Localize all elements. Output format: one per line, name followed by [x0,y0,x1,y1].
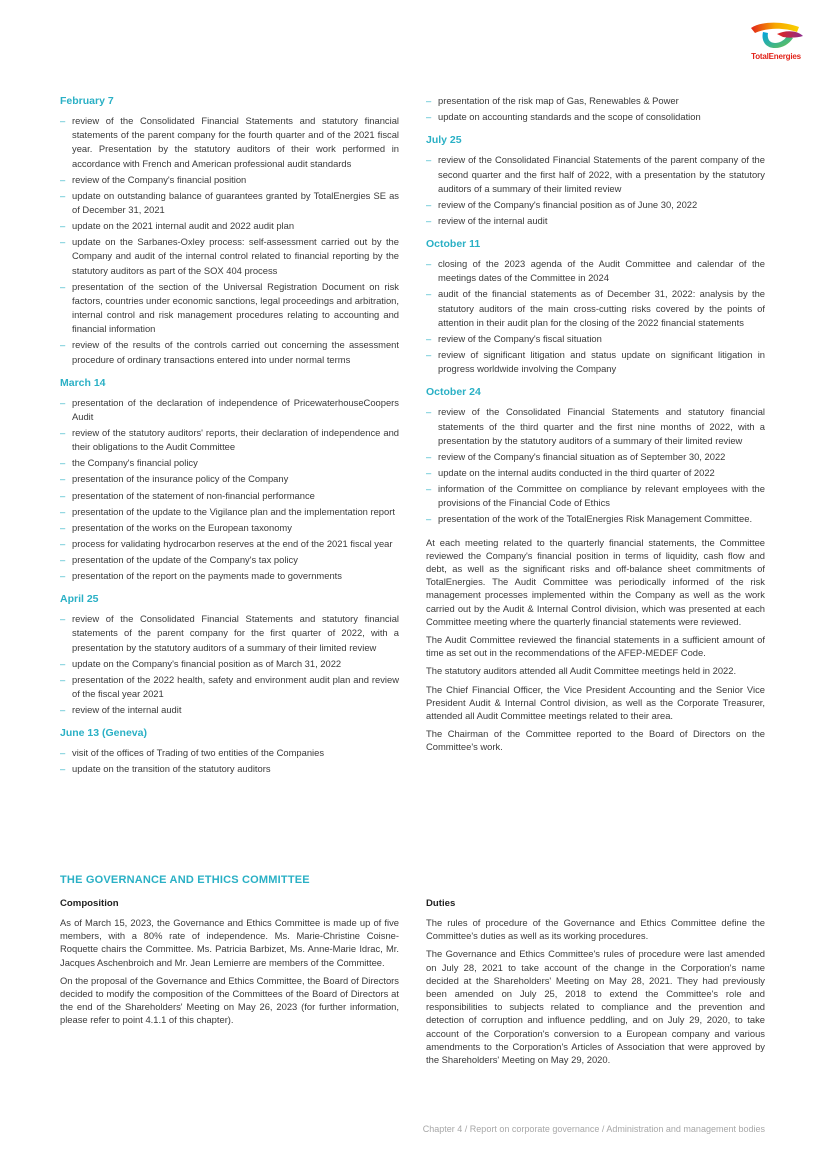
paragraph: On the proposal of the Governance and Ethics Committee, the Board of Directors decided to modify the composition of the Committees of the Board of Directors at the end of the Shareholders' Meeting on May 26, 2023 (for further information, please refer to point 4.1.1 of this chapter). [60,974,399,1026]
agenda-list [426,405,765,526]
list-item: – update on the Company's financial position as of March 31, 2022 [60,657,399,671]
meeting-date: October 24 [426,386,481,399]
paragraph: The Chairman of the Committee reported to the Board of Directors on the Committee's work. [426,728,765,753]
list-item: – review of the Company's financial position [60,173,399,187]
list-item: – presentation of the declaration of independence of PricewaterhouseCoopers Audit [60,396,399,424]
paragraph: At each meeting related to the quarterly financial statements, the Committee reviewed the Company's financial position in terms of liquidity, cash flow and debt, as well as the significant risks and off-balance sheet commitments of TotalEnergies. The Audit Committee was periodically informed of the risk management processes implemented within the Company as well as the work carried out by the Audit & Internal Control division, which was presented at each Committee meeting where the quarterly financial statements were reviewed. [426,536,765,627]
list-item: – review of the internal audit [60,703,399,717]
duties-section [426,897,765,1071]
agenda-list [60,612,399,717]
list-item: – presentation of the update to the Vigilance plan and the implementation report [60,505,399,519]
section-title: THE GOVERNANCE AND ETHICS COMMITTEE [60,874,310,886]
meeting-date: April 25 [60,593,99,606]
list-item: – information of the Committee on compliance by relevant employees with the provisions of the Financial Code of Ethics [426,482,765,510]
meeting-block [60,376,399,583]
list-item: – update on the internal audits conducted in the third quarter of 2022 [426,466,765,480]
meeting-date: June 13 (Geneva) [60,727,147,740]
paragraph: The Governance and Ethics Committee's rules of procedure were last amended on July 28, 2021 to take account of the change in the Corporation's name decided at the Shareholders' Meeting on May 28, 2021. They had previously been amended on July 25, 2018 to extend the Committee's role and responsibilities to subjects related to compliance and the prevention and detection of corruption and influence peddling, and on July 29, 2020, to take account of the Corporation's conversion to a European company and various amendments to the Corporation's Articles of Association that were approved by the Shareholders' Meeting on May 29, 2020. [426,948,765,1066]
meeting-block [60,592,399,717]
list-item: – review of the statutory auditors' reports, their declaration of independence and their obligations to the Audit Committee [60,426,399,454]
paragraph: The statutory auditors attended all Audit Committee meetings held in 2022. [426,665,737,677]
paragraph: The Audit Committee reviewed the financial statements in a sufficient amount of time as set out in the recommendations of the AFEP-MEDEF Code. [426,634,765,659]
agenda-list-continued [426,94,765,124]
duties-heading: Duties [426,898,456,909]
list-item: – review of the Consolidated Financial Statements and statutory financial statements of the third quarter and the first nine months of 2022, with a presentation by the statutory auditors of a summary of their limited review [426,405,765,448]
list-item: – presentation of the insurance policy of the Company [60,472,399,486]
agenda-list [426,153,765,228]
list-item: – review of the Company's financial position as of June 30, 2022 [426,198,765,212]
right-column [426,94,765,759]
list-item: – review of the Company's financial situation as of September 30, 2022 [426,450,765,464]
list-item: – review of significant litigation and status update on significant litigation in progress worldwide involving the Company [426,348,765,376]
agenda-list [60,114,399,367]
page-footer: Chapter 4 / Report on corporate governance / Administration and management bodies [422,1124,765,1134]
list-item: – update on outstanding balance of guarantees granted by TotalEnergies SE as of December 31, 2021 [60,189,399,217]
list-item: – update on the Sarbanes-Oxley process: self-assessment carried out by the Company and audit of the internal control related to financial reporting by the statutory auditors as part of the SOX 404 process [60,235,399,278]
summary-paragraphs [426,536,765,754]
list-item: – audit of the financial statements as of December 31, 2022: analysis by the statutory auditors of the main cross-cutting risks covered by the points of attention in their audit plan for the closing of the 2022 financial statements [426,287,765,330]
list-item: – update on accounting standards and the scope of consolidation [426,110,765,124]
logo-mark-icon [747,20,805,52]
list-item: – closing of the 2023 agenda of the Audit Committee and calendar of the meetings dates of the Committee in 2024 [426,257,765,285]
meeting-date: February 7 [60,95,114,107]
list-item: – update on the transition of the statutory auditors [60,762,399,776]
paragraph: The rules of procedure of the Governance and Ethics Committee define the Committee's duties as well as its working procedures. [426,917,765,942]
composition-heading: Composition [60,898,119,909]
list-item: – presentation of the risk map of Gas, Renewables & Power [426,94,765,108]
agenda-list [60,746,399,776]
list-item: – presentation of the update of the Company's tax policy [60,553,399,567]
list-item: – the Company's financial policy [60,456,399,470]
paragraph: The Chief Financial Officer, the Vice President Accounting and the Senior Vice President Audit & Internal Control division, as well as the Corporate Treasurer, attended all Audit Committee meetings related to their area. [426,683,765,722]
paragraph: As of March 15, 2023, the Governance and Ethics Committee is made up of five members, with a 80% rate of independence. Ms. Marie-Christine Coisne-Roquette chairs the Committee. Ms. Patricia Barbizet, Ms. Anne-Marie Idrac, Mr. Jacques Aschenbroich and Mr. Jean Lemierre are members of the Committee. [60,917,399,968]
meeting-date: October 11 [426,238,481,251]
list-item: – presentation of the work of the TotalEnergies Risk Management Committee. [426,512,765,526]
list-item: – review of the internal audit [426,214,765,228]
list-item: – review of the results of the controls carried out concerning the assessment procedure of ordinary transactions entered into under normal terms [60,338,399,366]
list-item: – presentation of the section of the Universal Registration Document on risk factors, countries under economic sanctions, legal proceedings and arbitration, internal control and risk management procedures relating to accounting and financial information [60,280,399,337]
list-item: – process for validating hydrocarbon reserves at the end of the 2021 fiscal year [60,537,399,551]
left-column [60,94,399,786]
list-item: – review of the Consolidated Financial Statements and statutory financial statements of the parent company for the fourth quarter and of the 2021 fiscal year. Presentation by the statutory auditors of their work performed in accordance with French and American professional audit standards [60,114,399,171]
agenda-list [426,257,765,376]
list-item: – review of the Company's fiscal situation [426,332,765,346]
list-item: – presentation of the report on the payments made to governments [60,569,399,583]
list-item: – review of the Consolidated Financial Statements of the parent company of the second quarter and the first half of 2022, with a presentation by the statutory auditors of a summary of their limited review [426,153,765,196]
list-item: – presentation of the works on the European taxonomy [60,521,399,535]
agenda-list [60,396,399,583]
meeting-block [60,94,399,367]
list-item: – presentation of the 2022 health, safety and environment audit plan and review of the fiscal year 2021 [60,673,399,701]
meeting-date: July 25 [426,134,462,147]
meeting-date: March 14 [60,376,106,389]
composition-section [60,897,399,1032]
totalenergies-logo [745,20,807,64]
meeting-block [426,385,765,526]
meeting-block [426,237,765,376]
logo-wordmark: TotalEnergies [751,52,801,61]
meeting-block [426,133,765,228]
meeting-block [60,726,399,776]
list-item: – review of the Consolidated Financial Statements and statutory financial statements of the parent company for the first quarter of 2022, with a presentation by the statutory auditors of a summary of their limited review [60,612,399,655]
list-item: – presentation of the statement of non-financial performance [60,489,399,503]
list-item: – update on the 2021 internal audit and 2022 audit plan [60,219,399,233]
list-item: – visit of the offices of Trading of two entities of the Companies [60,746,399,760]
